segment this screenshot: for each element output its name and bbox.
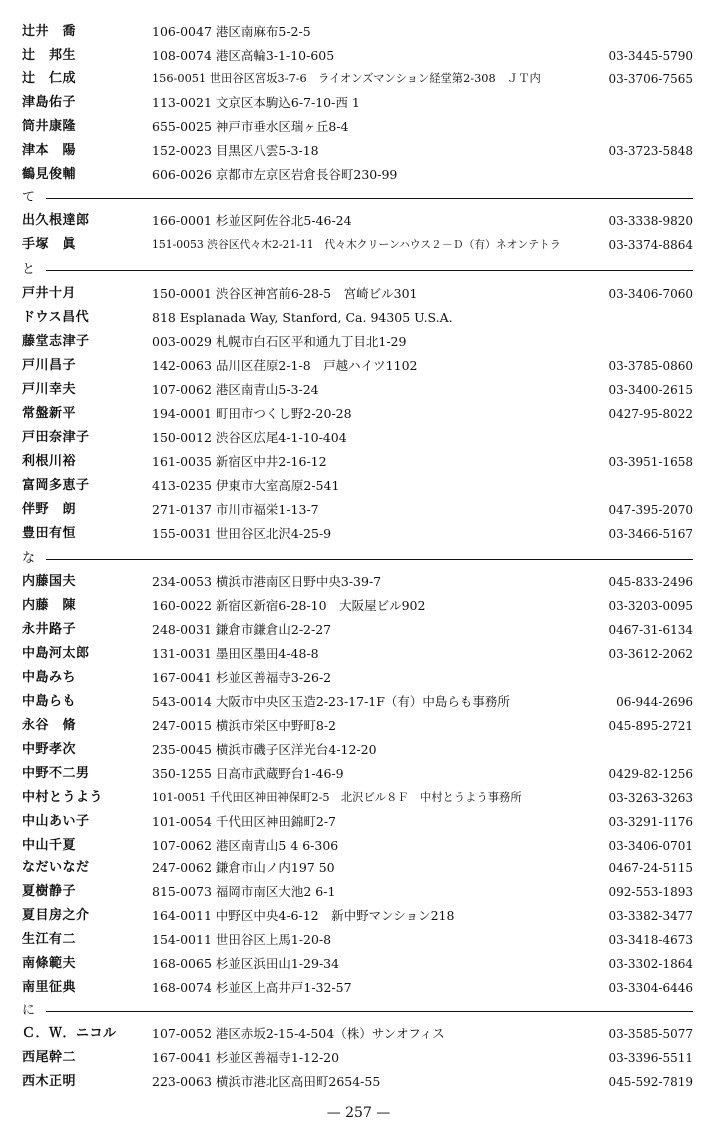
entry-phone: 03-3291-1176 xyxy=(608,815,693,829)
entry-name: 戸川昌子 xyxy=(22,358,77,373)
entry-address: 247-0015 横浜市栄区中野町8-2 xyxy=(152,718,336,733)
section-rule xyxy=(46,559,693,560)
entry-phone: 03-3203-0095 xyxy=(608,599,693,613)
entry-phone: 045-592-7819 xyxy=(608,1075,693,1089)
entry-phone: 03-3418-4673 xyxy=(608,933,693,947)
entry-name: 辻 仁成 xyxy=(22,71,77,86)
entry-name: 内藤 陳 xyxy=(22,598,77,613)
directory-entry xyxy=(0,856,717,880)
entry-name: 戸川幸夫 xyxy=(22,382,77,397)
entry-name: ドウス昌代 xyxy=(22,310,90,325)
directory-entry xyxy=(0,570,717,594)
entry-address: 131-0031 墨田区墨田4-48-8 xyxy=(152,646,319,661)
entry-address: 108-0074 港区高輪3-1-10-605 xyxy=(152,48,335,63)
entry-phone: 047-395-2070 xyxy=(608,503,693,517)
directory-entry xyxy=(0,594,717,618)
directory-entry xyxy=(0,1046,717,1070)
section-header xyxy=(22,1001,693,1021)
entry-name: 永谷 脩 xyxy=(22,718,77,733)
entry-address: 248-0031 鎌倉市鎌倉山2-2-27 xyxy=(152,622,332,637)
entry-name: 藤堂志津子 xyxy=(22,334,90,349)
entry-name: 中島河太郎 xyxy=(22,646,90,661)
directory-entry xyxy=(0,282,717,306)
directory-entry xyxy=(0,450,717,474)
entry-address: 160-0022 新宿区新宿6-28-10 大阪屋ビル902 xyxy=(152,598,426,613)
directory-entry xyxy=(0,91,717,115)
section-kana: て xyxy=(22,190,36,205)
directory-entry xyxy=(0,20,717,44)
directory-entry xyxy=(0,498,717,522)
entry-name: 出久根達郎 xyxy=(22,213,90,228)
entry-name: 伴野 朗 xyxy=(22,502,77,517)
entry-name: なだいなだ xyxy=(22,860,90,875)
entry-name: 西尾幹二 xyxy=(22,1050,77,1065)
entry-address: 271-0137 市川市福栄1-13-7 xyxy=(152,502,319,517)
directory-entry xyxy=(0,378,717,402)
directory-entry xyxy=(0,618,717,642)
directory-entry xyxy=(0,762,717,786)
entry-name: 戸井十月 xyxy=(22,286,77,301)
entry-address: 113-0021 文京区本駒込6-7-10-西 1 xyxy=(152,95,360,110)
entry-name: 利根川裕 xyxy=(22,454,77,469)
entry-phone: 06-944-2696 xyxy=(616,695,693,709)
entry-phone: 045-895-2721 xyxy=(608,719,693,733)
entry-phone: 0427-95-8022 xyxy=(608,407,693,421)
section-kana: と xyxy=(22,262,36,277)
entry-phone: 03-3304-6446 xyxy=(608,981,693,995)
entry-phone: 0467-31-6134 xyxy=(608,623,693,637)
directory-entry xyxy=(0,880,717,904)
entry-address: 543-0014 大阪市中央区玉造2-23-17-1F（有）中島らも事務所 xyxy=(152,694,510,709)
directory-entry xyxy=(0,810,717,834)
entry-phone: 092-553-1893 xyxy=(608,885,693,899)
entry-address: 150-0012 渋谷区広尾4-1-10-404 xyxy=(152,430,347,445)
entry-name: 辻井 喬 xyxy=(22,24,77,39)
directory-entry xyxy=(0,402,717,426)
entry-phone: 03-3382-3477 xyxy=(608,909,693,923)
entry-name: 中島みち xyxy=(22,670,77,685)
directory-entry xyxy=(0,1022,717,1046)
entry-address: 168-0074 杉並区上高井戸1-32-57 xyxy=(152,980,352,995)
directory-entry xyxy=(0,952,717,976)
entry-address: 655-0025 神戸市垂水区瑞ヶ丘8-4 xyxy=(152,119,349,134)
entry-address: 107-0062 港区南青山5-3-24 xyxy=(152,382,319,397)
directory-entry xyxy=(0,163,717,187)
entry-phone: 03-3406-7060 xyxy=(608,287,693,301)
entry-name: Ｃ．Ｗ．ニコル xyxy=(22,1026,117,1041)
directory-entry xyxy=(0,139,717,163)
entry-name: 南里征典 xyxy=(22,980,77,995)
directory-entry xyxy=(0,44,717,68)
section-kana: に xyxy=(22,1003,36,1018)
entry-phone: 03-3338-9820 xyxy=(608,214,693,228)
entry-name: 永井路子 xyxy=(22,622,77,637)
directory-entry xyxy=(0,666,717,690)
directory-entry xyxy=(0,834,717,858)
entry-address: 235-0045 横浜市磯子区洋光台4-12-20 xyxy=(152,742,377,757)
entry-address: 106-0047 港区南麻布5-2-5 xyxy=(152,24,311,39)
entry-address: 818 Esplanada Way, Stanford, Ca. 94305 U.S.A. xyxy=(152,310,453,325)
entry-phone: 03-3723-5848 xyxy=(608,144,693,158)
section-header xyxy=(22,260,693,280)
entry-phone: 0429-82-1256 xyxy=(608,767,693,781)
entry-phone: 03-3706-7565 xyxy=(608,72,693,86)
page-number: — 257 — xyxy=(326,1105,391,1121)
directory-entry xyxy=(0,209,717,233)
section-rule xyxy=(46,270,693,271)
section-rule xyxy=(46,1011,693,1012)
entry-address: 167-0041 杉並区善福寺1-12-20 xyxy=(152,1050,340,1065)
section-header xyxy=(22,188,693,208)
entry-name: 鶴見俊輔 xyxy=(22,167,77,182)
entry-phone: 03-3374-8864 xyxy=(608,238,693,252)
section-header xyxy=(22,549,693,569)
entry-address: 168-0065 杉並区浜田山1-29-34 xyxy=(152,956,340,971)
entry-name: 内藤国夫 xyxy=(22,574,77,589)
entry-name: 西木正明 xyxy=(22,1074,77,1089)
entry-address: 223-0063 横浜市港北区高田町2654-55 xyxy=(152,1074,381,1089)
entry-name: 戸田奈津子 xyxy=(22,430,90,445)
directory-entry xyxy=(0,690,717,714)
entry-address: 234-0053 横浜市港南区日野中央3-39-7 xyxy=(152,574,382,589)
entry-address: 247-0062 鎌倉市山ノ内197 50 xyxy=(152,860,335,875)
entry-phone: 03-3445-5790 xyxy=(608,49,693,63)
entry-phone: 03-3951-1658 xyxy=(608,455,693,469)
directory-entry xyxy=(0,67,717,91)
entry-name: 豊田有恒 xyxy=(22,526,77,541)
directory-entry xyxy=(0,426,717,450)
directory-entry xyxy=(0,522,717,546)
section-rule xyxy=(46,198,693,199)
entry-phone: 03-3263-3263 xyxy=(608,791,693,805)
entry-phone: 03-3400-2615 xyxy=(608,383,693,397)
entry-name: 津本 陽 xyxy=(22,143,77,158)
entry-phone: 03-3785-0860 xyxy=(608,359,693,373)
directory-entry xyxy=(0,714,717,738)
directory-entry xyxy=(0,904,717,928)
entry-name: 手塚 眞 xyxy=(22,237,77,252)
section-kana: な xyxy=(22,551,36,566)
directory-entry xyxy=(0,1070,717,1094)
directory-entry xyxy=(0,330,717,354)
entry-name: 南條範夫 xyxy=(22,956,77,971)
directory-entry xyxy=(0,642,717,666)
entry-address: 101-0051 千代田区神田神保町2-5 北沢ビル８Ｆ 中村とうよう事務所 xyxy=(152,791,522,804)
entry-name: 夏目房之介 xyxy=(22,908,90,923)
entry-address: 107-0062 港区南青山5 4 6-306 xyxy=(152,838,339,853)
entry-address: 142-0063 品川区荏原2-1-8 戸越ハイツ1102 xyxy=(152,358,418,373)
directory-entry xyxy=(0,306,717,330)
entry-address: 161-0035 新宿区中井2-16-12 xyxy=(152,454,327,469)
directory-entry xyxy=(0,233,717,257)
entry-address: 156-0051 世田谷区宮坂3-7-6 ライオンズマンション経堂第2-308 ＪＴ内 xyxy=(152,72,541,85)
entry-address: 155-0031 世田谷区北沢4-25-9 xyxy=(152,526,332,541)
entry-address: 164-0011 中野区中央4-6-12 新中野マンション218 xyxy=(152,908,455,923)
entry-phone: 03-3406-0701 xyxy=(608,839,693,853)
entry-name: 中村とうよう xyxy=(22,790,104,805)
entry-name: 辻 邦生 xyxy=(22,48,77,63)
entry-phone: 0467-24-5115 xyxy=(608,861,693,875)
entry-phone: 03-3466-5167 xyxy=(608,527,693,541)
entry-address: 151-0053 渋谷区代々木2-21-11 代々木クリーンハウス２－Ｄ（有）ネオンテトラ xyxy=(152,238,561,251)
entry-name: 夏樹静子 xyxy=(22,884,77,899)
entry-name: 中山あい子 xyxy=(22,814,90,829)
entry-phone: 045-833-2496 xyxy=(608,575,693,589)
directory-entry xyxy=(0,115,717,139)
entry-name: 中野孝次 xyxy=(22,742,77,757)
entry-address: 194-0001 町田市つくし野2-20-28 xyxy=(152,406,352,421)
entry-phone: 03-3302-1864 xyxy=(608,957,693,971)
entry-address: 101-0054 千代田区神田錦町2-7 xyxy=(152,814,336,829)
entry-name: 中島らも xyxy=(22,694,77,709)
directory-entry xyxy=(0,786,717,810)
entry-address: 815-0073 福岡市南区大池2 6-1 xyxy=(152,884,336,899)
directory-entry xyxy=(0,738,717,762)
entry-phone: 03-3585-5077 xyxy=(608,1027,693,1041)
entry-address: 152-0023 目黒区八雲5-3-18 xyxy=(152,143,319,158)
entry-name: 常盤新平 xyxy=(22,406,77,421)
entry-address: 107-0052 港区赤坂2-15-4-504（株）サンオフィス xyxy=(152,1026,445,1041)
entry-name: 中野不二男 xyxy=(22,766,90,781)
entry-name: 富岡多恵子 xyxy=(22,478,90,493)
entry-phone: 03-3612-2062 xyxy=(608,647,693,661)
entry-address: 606-0026 京都市左京区岩倉長谷町230-99 xyxy=(152,167,398,182)
entry-phone: 03-3396-5511 xyxy=(608,1051,693,1065)
entry-address: 167-0041 杉並区善福寺3-26-2 xyxy=(152,670,332,685)
entry-name: 津島佑子 xyxy=(22,95,77,110)
entry-address: 150-0001 渋谷区神宮前6-28-5 宮崎ビル301 xyxy=(152,286,418,301)
entry-address: 413-0235 伊東市大室高原2-541 xyxy=(152,478,340,493)
directory-entry xyxy=(0,354,717,378)
directory-entry xyxy=(0,976,717,1000)
entry-address: 154-0011 世田谷区上馬1-20-8 xyxy=(152,932,332,947)
entry-name: 生江有二 xyxy=(22,932,77,947)
entry-name: 中山千夏 xyxy=(22,838,77,853)
entry-address: 003-0029 札幌市白石区平和通九丁目北1-29 xyxy=(152,334,407,349)
directory-entry xyxy=(0,474,717,498)
directory-entry xyxy=(0,928,717,952)
entry-address: 166-0001 杉並区阿佐谷北5-46-24 xyxy=(152,213,352,228)
entry-name: 筒井康隆 xyxy=(22,119,77,134)
entry-address: 350-1255 日高市武蔵野台1-46-9 xyxy=(152,766,344,781)
